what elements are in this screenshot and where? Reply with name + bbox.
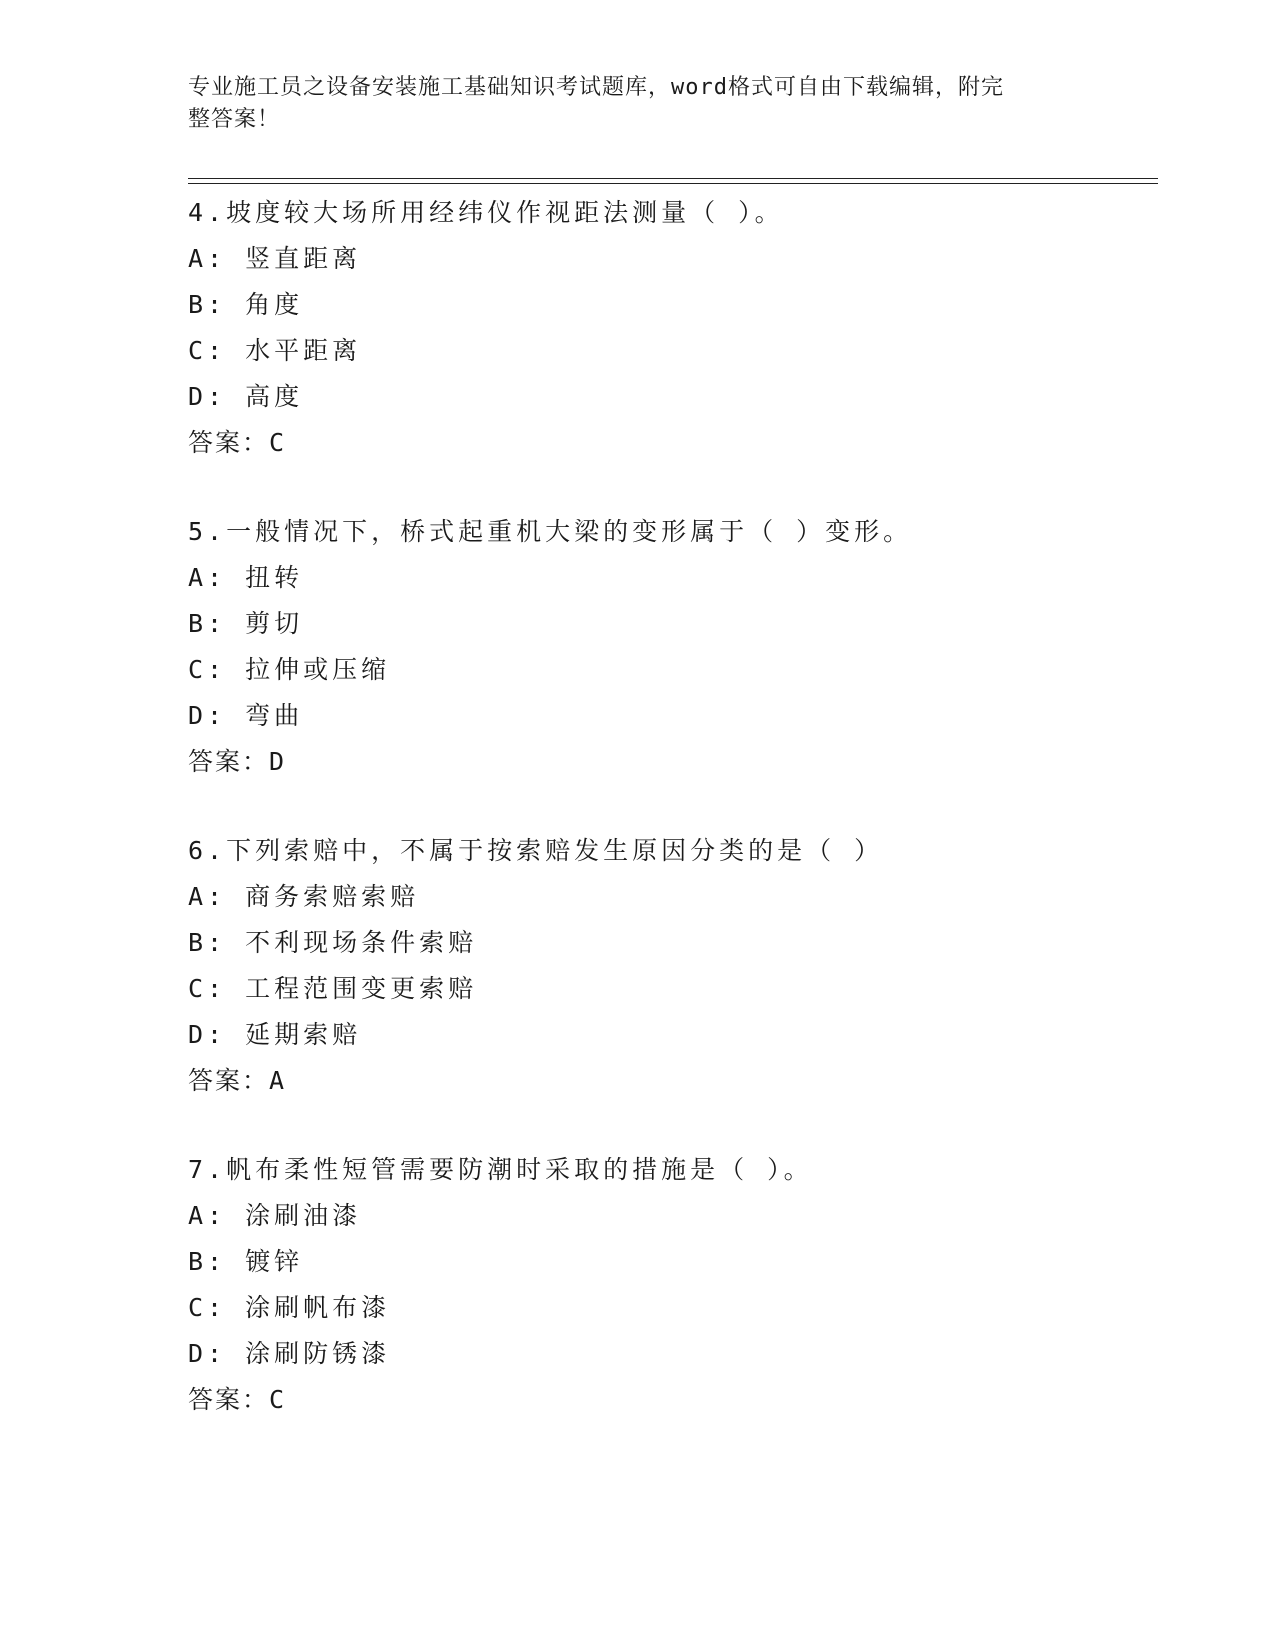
option-d: D: 高度 <box>188 382 304 411</box>
header-line-1: 专业施工员之设备安装施工基础知识考试题库，word格式可自由下载编辑，附完 <box>188 75 1004 100</box>
option-c: C: 水平距离 <box>188 336 362 365</box>
answer: 答案：D <box>188 747 287 776</box>
header-line-2: 整答案！ <box>188 107 281 132</box>
question-title: 4.坡度较大场所用经纬仪作视距法测量（ ）。 <box>188 198 784 227</box>
answer: 答案：C <box>188 428 287 457</box>
question-4 <box>188 190 1188 466</box>
answer: 答案：C <box>188 1385 287 1414</box>
document-header <box>188 72 1068 136</box>
option-d: D: 涂刷防锈漆 <box>188 1339 391 1368</box>
answer: 答案：A <box>188 1066 287 1095</box>
option-c: C: 涂刷帆布漆 <box>188 1293 391 1322</box>
option-c: C: 工程范围变更索赔 <box>188 974 478 1003</box>
option-a: A: 竖直距离 <box>188 244 362 273</box>
option-c: C: 拉伸或压缩 <box>188 655 391 684</box>
option-a: A: 扭转 <box>188 563 304 592</box>
question-list <box>188 190 1188 1466</box>
question-title: 6.下列索赔中，不属于按索赔发生原因分类的是（ ） <box>188 836 884 865</box>
option-b: B: 角度 <box>188 290 304 319</box>
option-b: B: 剪切 <box>188 609 304 638</box>
option-b: B: 不利现场条件索赔 <box>188 928 478 957</box>
question-5 <box>188 509 1188 785</box>
question-title: 5.一般情况下，桥式起重机大梁的变形属于（ ）变形。 <box>188 517 913 546</box>
header-divider <box>188 178 1158 184</box>
option-b: B: 镀锌 <box>188 1247 304 1276</box>
question-6 <box>188 828 1188 1104</box>
option-a: A: 商务索赔索赔 <box>188 882 420 911</box>
option-d: D: 延期索赔 <box>188 1020 362 1049</box>
option-d: D: 弯曲 <box>188 701 304 730</box>
question-7 <box>188 1147 1188 1423</box>
question-title: 7.帆布柔性短管需要防潮时采取的措施是（ ）。 <box>188 1155 813 1184</box>
option-a: A: 涂刷油漆 <box>188 1201 362 1230</box>
